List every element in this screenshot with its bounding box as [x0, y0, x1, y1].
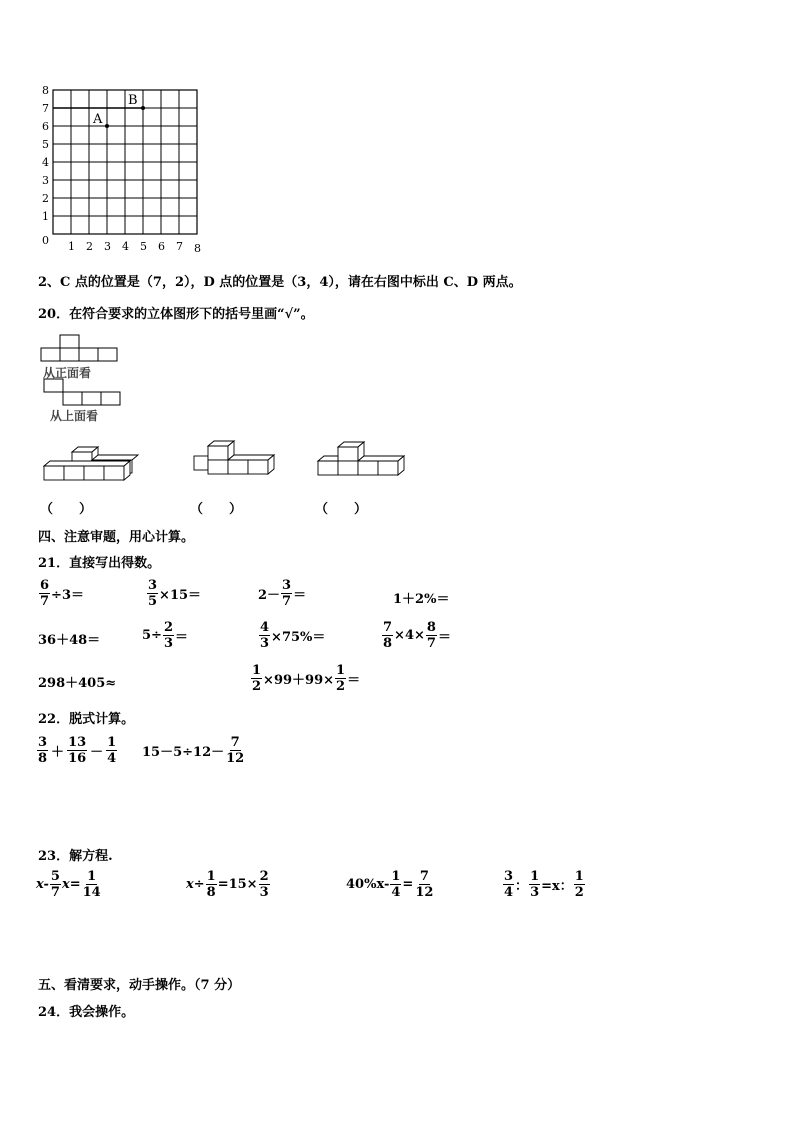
denominator: 8	[206, 885, 216, 900]
front-view-label: 从正面看	[43, 366, 92, 380]
section-4-heading: 四、注意审题，用心计算。	[38, 530, 195, 545]
q24-title: 24．我会操作。	[38, 1005, 135, 1020]
y-label-6: 6	[42, 120, 49, 133]
expr-text: x=	[61, 877, 81, 892]
expr-text: 2－	[258, 588, 281, 603]
expr-text: ：	[515, 879, 529, 894]
numerator: 6	[40, 578, 50, 593]
expr-text: 15－5÷12－	[142, 745, 225, 760]
numerator: 1	[391, 869, 401, 884]
numerator: 2	[163, 620, 173, 635]
y-label-5: 5	[42, 138, 49, 151]
expr-text: ＝	[437, 630, 451, 645]
top-view-square	[101, 392, 120, 405]
front-view-square	[60, 335, 79, 348]
grid-lines	[53, 90, 197, 234]
x-label-7: 7	[176, 240, 183, 253]
expr-text: =	[402, 877, 414, 892]
denominator: 14	[82, 885, 101, 900]
q21-expr-6	[142, 620, 188, 651]
q21-expr-8	[381, 620, 451, 651]
expr-text: 5÷	[142, 628, 162, 643]
q23-equation-4	[502, 869, 586, 900]
solid-option-2	[194, 441, 274, 474]
q21-expr-10	[250, 663, 360, 694]
front-view-square	[79, 348, 98, 361]
minus-sign: －	[90, 745, 104, 760]
numerator: 1	[87, 869, 97, 884]
denominator: 7	[50, 885, 60, 900]
q21-title: 21．直接写出得数。	[38, 556, 161, 571]
y-label-3: 3	[42, 174, 49, 187]
coordinate-grid	[34, 82, 214, 257]
q23-title: 23．解方程.	[38, 849, 113, 864]
x-label-2: 2	[86, 240, 93, 253]
denominator: 3	[163, 636, 173, 651]
x-label-4: 4	[122, 240, 129, 253]
expr-text: ×4×	[394, 628, 425, 643]
section-5-heading: 五、看清要求，动手操作。（7 分）	[38, 978, 241, 993]
q20-title: 20．在符合要求的立体图形下的括号里画“√”。	[38, 307, 314, 322]
q22-expr-2	[142, 735, 246, 766]
q21-expr-7	[258, 620, 325, 651]
y-label-1: 1	[42, 210, 49, 223]
point-a-label: A	[93, 112, 103, 127]
denominator: 7	[40, 594, 50, 609]
solid-option-1	[44, 447, 138, 480]
y-label-7: 7	[42, 102, 49, 115]
numerator: 1	[252, 663, 262, 678]
denominator: 4	[504, 885, 514, 900]
q21-expr-3	[258, 578, 306, 609]
q21-expr-9: 298＋405≈	[38, 676, 117, 691]
numerator: 1	[336, 663, 346, 678]
q19-part2-text: 2、C 点的位置是（7，2），D 点的位置是（3，4），请在右图中标出 C、D 两点。	[38, 275, 522, 290]
x-label-1: 1	[68, 240, 75, 253]
denominator: 3	[259, 885, 269, 900]
denominator: 12	[415, 885, 434, 900]
numerator: 3	[38, 735, 48, 750]
numerator: 13	[68, 735, 87, 750]
expr-text: ＝	[347, 673, 361, 688]
denominator: 16	[68, 751, 87, 766]
q23-equation-3	[346, 869, 435, 900]
y-label-4: 4	[42, 156, 49, 169]
expr-text: =x：	[541, 879, 573, 894]
y-label-8: 8	[42, 84, 49, 97]
denominator: 4	[391, 885, 401, 900]
numerator: 7	[383, 620, 393, 635]
plus-sign: ＋	[51, 745, 65, 760]
denominator: 7	[426, 636, 436, 651]
q21-expr-1	[38, 578, 84, 609]
denominator: 12	[226, 751, 245, 766]
denominator: 5	[148, 594, 158, 609]
numerator: 2	[259, 869, 269, 884]
numerator: 3	[504, 869, 514, 884]
solid-option-3	[318, 442, 404, 475]
expr-text: 40%x-	[346, 877, 390, 892]
top-view-label: 从上面看	[50, 409, 99, 423]
y-label-0: 0	[42, 234, 49, 247]
expr-text: ×15＝	[159, 588, 202, 603]
q23-equation-1	[36, 869, 103, 900]
q22-title: 22．脱式计算。	[38, 712, 135, 727]
q21-expr-4: 1＋2%＝	[393, 592, 450, 607]
denominator: 2	[336, 679, 346, 694]
expr-text: ×99＋99×	[263, 673, 335, 688]
numerator: 4	[260, 620, 270, 635]
point-b-label: B	[128, 93, 138, 108]
x-label-6: 6	[158, 240, 165, 253]
top-view-square	[63, 392, 82, 405]
denominator: 7	[282, 594, 292, 609]
numerator: 1	[206, 869, 216, 884]
front-view-square	[41, 348, 60, 361]
numerator: 8	[426, 620, 436, 635]
expr-text: ÷3＝	[51, 588, 84, 603]
expr-text: ＝	[175, 630, 189, 645]
denominator: 2	[252, 679, 262, 694]
answer-bracket-2[interactable]: （ ）	[190, 502, 243, 517]
denominator: 4	[107, 751, 117, 766]
denominator: 2	[574, 885, 584, 900]
y-label-2: 2	[42, 192, 49, 205]
answer-bracket-3[interactable]: （ ）	[315, 502, 368, 517]
numerator: 1	[574, 869, 584, 884]
numerator: 7	[419, 869, 429, 884]
x-label-8: 8	[194, 242, 201, 255]
top-view-square	[82, 392, 101, 405]
point-b-dot	[141, 106, 145, 110]
denominator: 8	[38, 751, 48, 766]
q21-expr-5: 36＋48＝	[38, 633, 101, 648]
denominator: 3	[530, 885, 540, 900]
q21-expr-2	[146, 578, 201, 609]
x-label-5: 5	[140, 240, 147, 253]
expr-text: x-	[36, 877, 49, 892]
denominator: 8	[383, 636, 393, 651]
front-view-square	[60, 348, 79, 361]
answer-bracket-1[interactable]: （ ）	[40, 502, 93, 517]
front-view-square	[98, 348, 117, 361]
expr-text: ×75%＝	[271, 630, 326, 645]
expr-text: x÷	[186, 877, 205, 892]
numerator: 3	[282, 578, 292, 593]
numerator: 5	[50, 869, 60, 884]
expr-text: =15×	[217, 877, 258, 892]
denominator: 3	[260, 636, 270, 651]
point-a-dot	[105, 124, 109, 128]
solids-diagram	[40, 440, 420, 488]
numerator: 7	[230, 735, 240, 750]
q22-expr-1	[36, 735, 118, 766]
expr-text: ＝	[293, 588, 307, 603]
numerator: 3	[148, 578, 158, 593]
numerator: 1	[530, 869, 540, 884]
x-label-3: 3	[104, 240, 111, 253]
numerator: 1	[107, 735, 117, 750]
q23-equation-2	[186, 869, 271, 900]
